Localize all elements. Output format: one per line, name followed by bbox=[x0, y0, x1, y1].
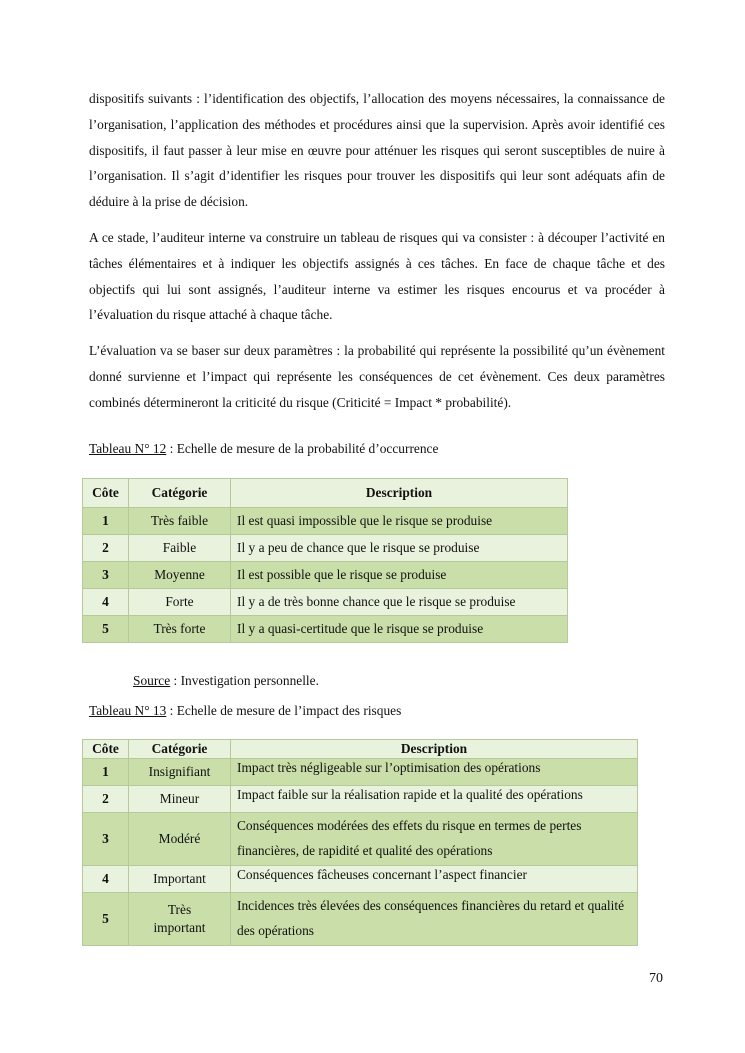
row-description: Impact faible sur la réalisation rapide et la qualité des opérations bbox=[231, 786, 638, 813]
table-row bbox=[83, 616, 568, 643]
row-category: Forte bbox=[129, 589, 231, 616]
row-category: Modéré bbox=[129, 813, 231, 866]
page-number: 70 bbox=[649, 971, 663, 986]
row-description: Il y a peu de chance que le risque se produise bbox=[231, 535, 568, 562]
row-category: Moyenne bbox=[129, 562, 231, 589]
row-code: 5 bbox=[83, 616, 129, 643]
row-code: 4 bbox=[83, 589, 129, 616]
table-12-title: : Echelle de mesure de la probabilité d’occurrence bbox=[166, 441, 439, 456]
probability-table bbox=[82, 478, 568, 643]
row-description: Impact très négligeable sur l’optimisation des opérations bbox=[231, 759, 638, 786]
paragraph-2: A ce stade, l’auditeur interne va construire un tableau de risques qui va consister : à découper l’activité en tâches élémentaires et à indiquer les objectifs assignés à ces tâches. En face de chaque tâche et des objectifs qui lui sont assignés, l’auditeur interne va estimer les risques encourus et va procéder à l’évaluation du risque attaché à chaque tâche. bbox=[89, 229, 665, 323]
table-row bbox=[83, 866, 638, 893]
row-code: 1 bbox=[83, 508, 129, 535]
header-code: Côte bbox=[83, 740, 129, 759]
table-row bbox=[83, 786, 638, 813]
row-code: 1 bbox=[83, 759, 129, 786]
row-category: Insignifiant bbox=[129, 759, 231, 786]
source-note bbox=[133, 671, 319, 691]
row-description: Il y a de très bonne chance que le risque se produise bbox=[231, 589, 568, 616]
table-12-label: Tableau N° 12 bbox=[89, 441, 167, 456]
row-code: 5 bbox=[83, 893, 129, 946]
row-code: 3 bbox=[83, 813, 129, 866]
row-description: Conséquences fâcheuses concernant l’aspect financier bbox=[231, 866, 638, 893]
table-header-row bbox=[83, 479, 568, 508]
row-code: 3 bbox=[83, 562, 129, 589]
row-category: Mineur bbox=[129, 786, 231, 813]
row-code: 4 bbox=[83, 866, 129, 893]
header-category: Catégorie bbox=[129, 740, 231, 759]
row-description: Il y a quasi-certitude que le risque se produise bbox=[231, 616, 568, 643]
row-category: Important bbox=[129, 866, 231, 893]
table-13-caption bbox=[89, 700, 401, 722]
row-category: Très important bbox=[129, 893, 231, 946]
row-category: Très forte bbox=[129, 616, 231, 643]
paragraph-3: L’évaluation va se baser sur deux paramètres : la probabilité qui représente la possibilité qu’un évènement donné survienne et l’impact qui représente les conséquences de cet évènement. Ces deux paramètres combinés détermineront la criticité du risque (Criticité = Impact * probabilité). bbox=[89, 343, 665, 410]
row-description: Il est possible que le risque se produise bbox=[231, 562, 568, 589]
table-row bbox=[83, 893, 638, 946]
header-description: Description bbox=[231, 479, 568, 508]
table-row bbox=[83, 535, 568, 562]
header-category: Catégorie bbox=[129, 479, 231, 508]
table-header-row bbox=[83, 740, 638, 759]
table-row bbox=[83, 813, 638, 866]
table-row bbox=[83, 508, 568, 535]
table-13-label: Tableau N° 13 bbox=[89, 703, 167, 718]
row-description: Incidences très élevées des conséquences financières du retard et qualité des opérations bbox=[231, 893, 638, 946]
table-row bbox=[83, 562, 568, 589]
row-description: Conséquences modérées des effets du risque en termes de pertes financières, de rapidité et qualité des opérations bbox=[231, 813, 638, 866]
impact-table bbox=[82, 739, 638, 946]
row-description: Il est quasi impossible que le risque se produise bbox=[231, 508, 568, 535]
header-code: Côte bbox=[83, 479, 129, 508]
paragraph-1: dispositifs suivants : l’identification des objectifs, l’allocation des moyens nécessaires, la connaissance de l’organisation, l’application des méthodes et procédures ainsi que la supervision. Après avoir identifié ces dispositifs, il faut passer à leur mise en œuvre pour atténuer les risques qui seront susceptibles de nuire à l’organisation. Il s’agit d’identifier les risques pour trouver les dispositifs qui leur sont adéquats afin de déduire à la prise de décision. bbox=[89, 91, 665, 210]
body-text bbox=[89, 86, 665, 426]
source-label: Source bbox=[133, 673, 171, 689]
source-text: : Investigation personnelle. bbox=[170, 673, 319, 689]
row-category: Très faible bbox=[129, 508, 231, 535]
table-13-title: : Echelle de mesure de l’impact des risques bbox=[166, 703, 402, 718]
table-row bbox=[83, 759, 638, 786]
table-12-caption bbox=[89, 438, 438, 460]
header-description: Description bbox=[231, 740, 638, 759]
row-code: 2 bbox=[83, 535, 129, 562]
row-code: 2 bbox=[83, 786, 129, 813]
row-category: Faible bbox=[129, 535, 231, 562]
table-row bbox=[83, 589, 568, 616]
